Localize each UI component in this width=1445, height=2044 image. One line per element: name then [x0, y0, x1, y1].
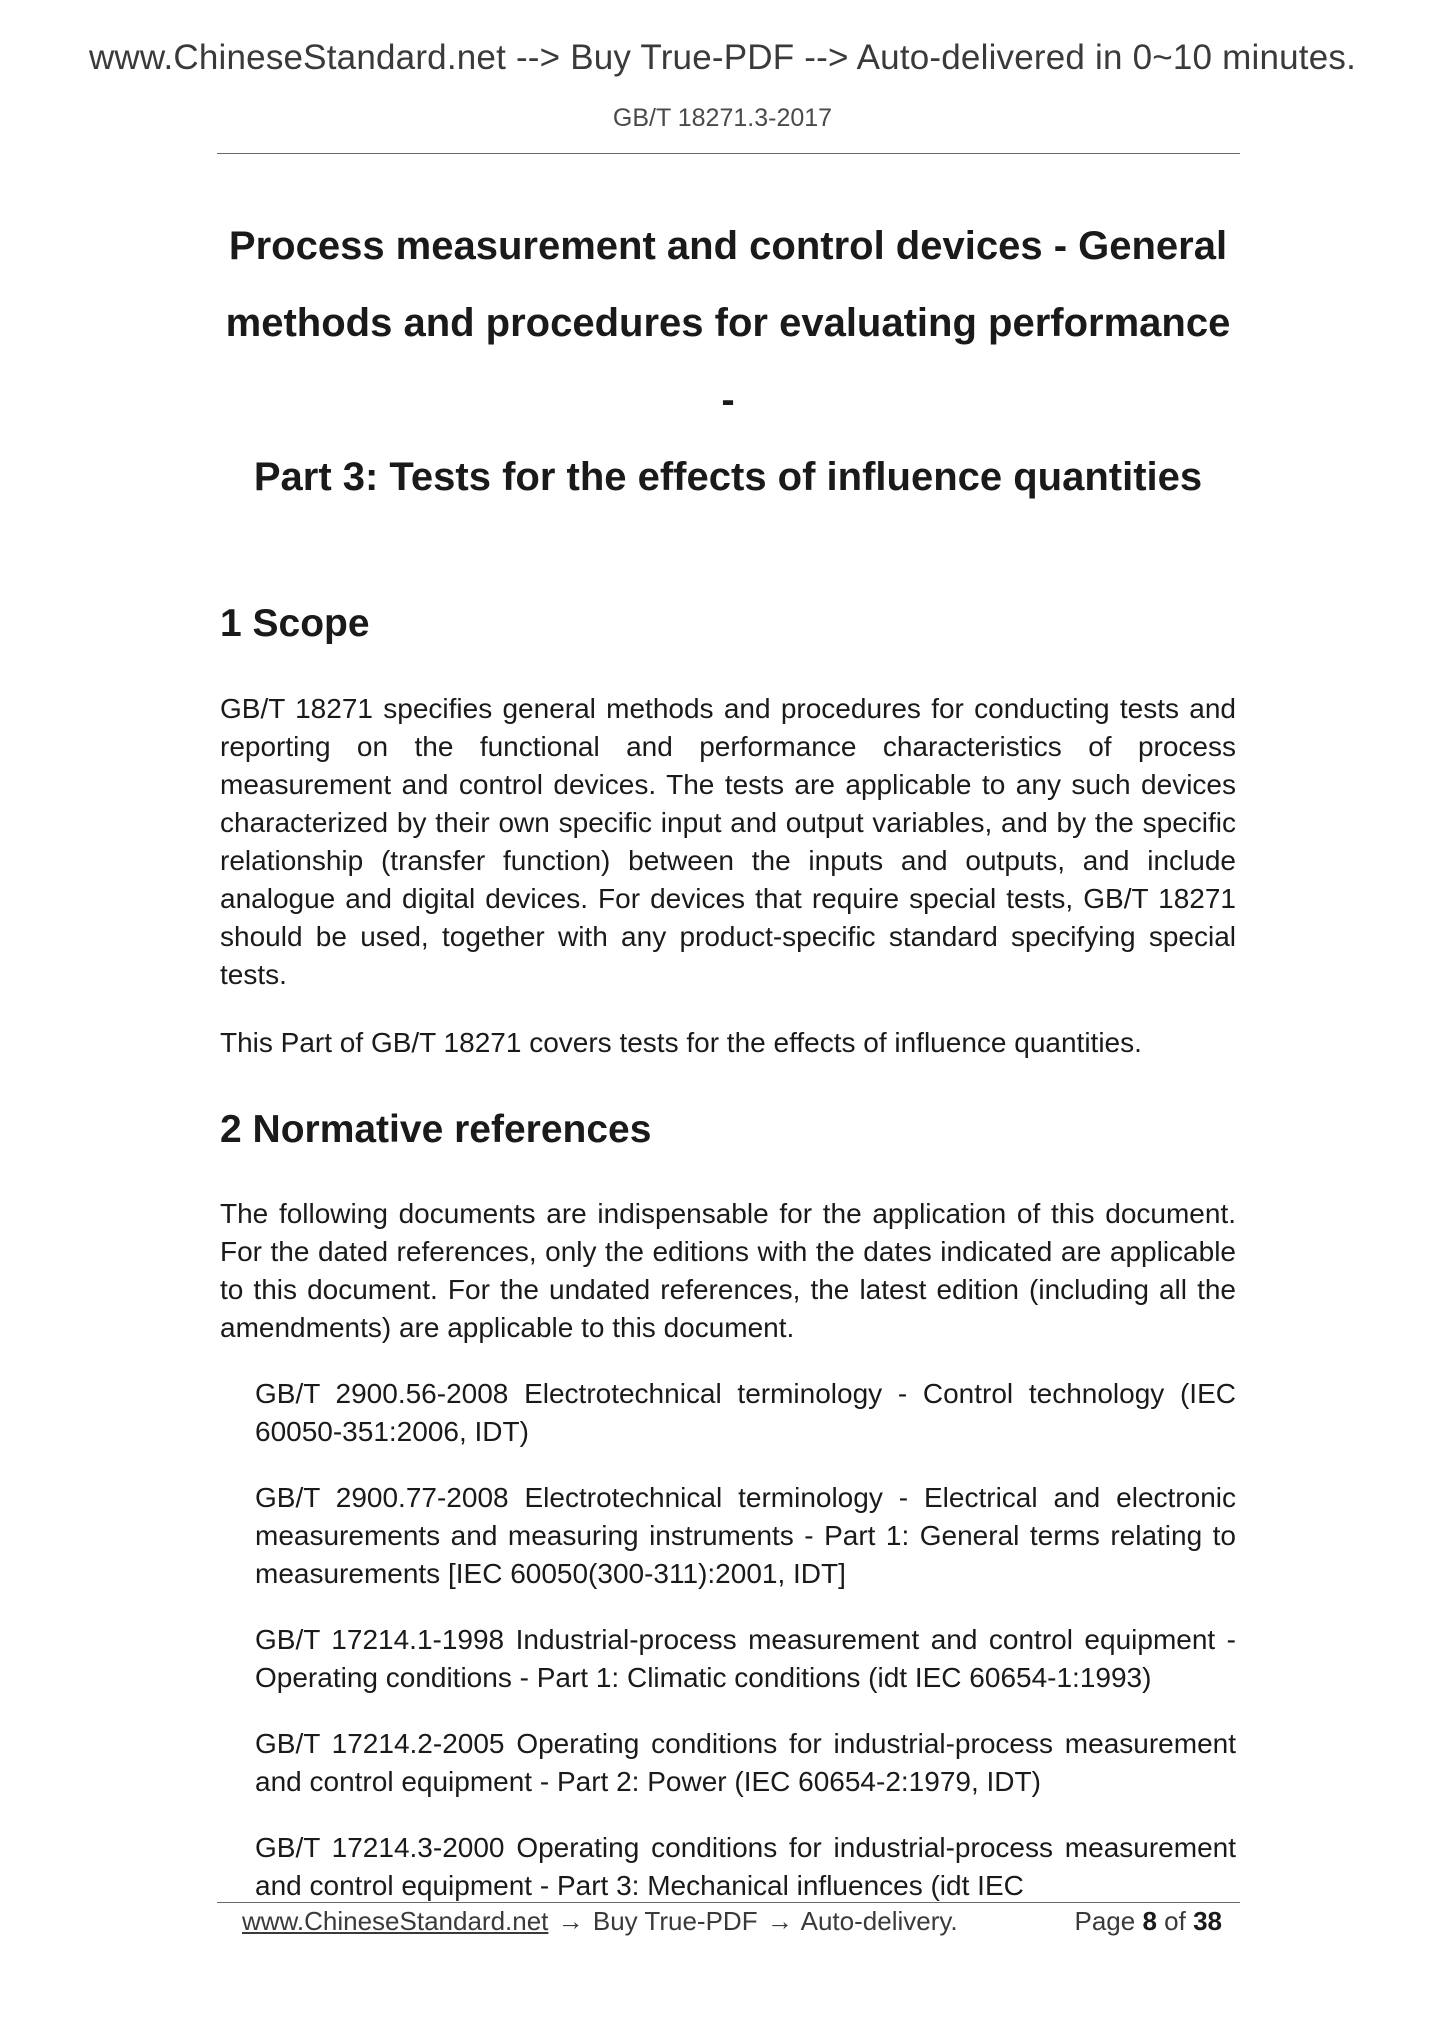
promo-banner: www.ChineseStandard.net --> Buy True-PDF --> Auto-delivered in 0~10 minutes. — [88, 38, 1357, 77]
normative-references-intro: The following documents are indispensable for the application of this document. For the dated references, only the editions with the dates indicated are applicable to this document. For the undated references, the latest edition (including all the amendments) are applicable to this document. — [220, 1198, 1236, 1343]
title-line-1: Process measurement and control devices - General — [228, 224, 1228, 268]
reference-item: GB/T 17214.3-2000 Operating conditions for industrial-process measurement and control equipment - Part 3: Mechanical influences (idt IEC — [255, 1832, 1236, 1901]
page-of-label: of — [1164, 1906, 1186, 1936]
page-label: Page — [1074, 1906, 1136, 1936]
footer-buy-text: Buy True-PDF — [592, 1906, 758, 1936]
reference-item: GB/T 2900.56-2008 Electrotechnical terminology - Control technology (IEC 60050-351:2006, IDT) — [255, 1378, 1236, 1447]
scope-part-note: This Part of GB/T 18271 covers tests for the effects of influence quantities. — [220, 1027, 1142, 1058]
header-divider — [217, 153, 1240, 154]
arrow-right-icon: → — [557, 1906, 584, 1936]
section-heading-scope: 1 Scope — [220, 602, 370, 645]
reference-item: GB/T 2900.77-2008 Electrotechnical terminology - Electrical and electronic measurements and measuring instruments - Part 1: General terms relating to measurements [IEC 60050(300-311):2001, IDT] — [255, 1482, 1236, 1589]
page-current: 8 — [1142, 1906, 1157, 1936]
page-total: 38 — [1193, 1906, 1222, 1936]
page-footer — [242, 1906, 1222, 1946]
reference-item: GB/T 17214.2-2005 Operating conditions for industrial-process measurement and control equipment - Part 2: Power (IEC 60654-2:1979, IDT) — [255, 1728, 1236, 1797]
section-heading-normative-references: 2 Normative references — [220, 1108, 652, 1151]
reference-item: GB/T 17214.1-1998 Industrial-process measurement and control equipment - Operating conditions - Part 1: Climatic conditions (idt IEC 60654-1:1993) — [255, 1624, 1236, 1693]
title-line-2: methods and procedures for evaluating performance - — [225, 301, 1231, 422]
footer-delivery-text: Auto-delivery. — [800, 1906, 958, 1936]
standard-code: GB/T 18271.3-2017 — [612, 104, 833, 132]
document-title — [220, 208, 1236, 516]
title-line-3: Part 3: Tests for the effects of influence quantities — [253, 455, 1203, 499]
main-content — [220, 208, 1236, 1905]
arrow-right-icon: → — [766, 1906, 793, 1936]
footer-divider — [217, 1902, 1240, 1903]
footer-promo — [242, 1906, 958, 1937]
page-number — [1074, 1906, 1222, 1937]
scope-paragraph: GB/T 18271 specifies general methods and procedures for conducting tests and reporting on the functional and performance characteristics of process measurement and control devices. The tests are applicable to any such devices characterized by their own specific input and output variables, and by the specific relationship (transfer function) between the inputs and outputs, and include analogue and digital devices. For devices that require special tests, GB/T 18271 should be used, together with any product-specific standard specifying special tests. — [220, 693, 1236, 990]
website-link[interactable]: www.ChineseStandard.net — [242, 1906, 549, 1936]
